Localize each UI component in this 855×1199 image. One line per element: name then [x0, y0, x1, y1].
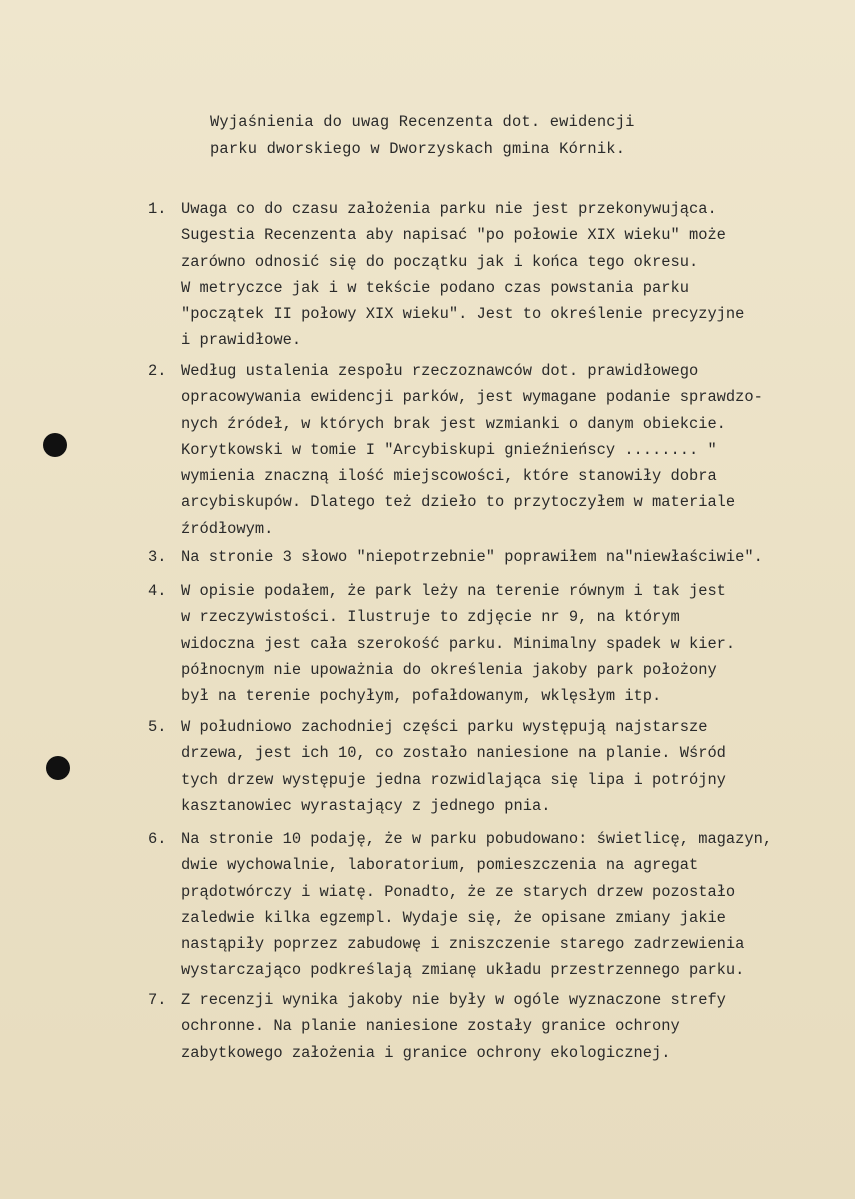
text-line: ochronne. Na planie naniesione zostały granice ochrony — [181, 1017, 680, 1036]
item-text — [181, 714, 726, 819]
text-line: nastąpiły poprzez zabudowę i zniszczenie starego zadrzewienia — [181, 935, 745, 954]
text-line: Na stronie 3 słowo "niepotrzebnie" poprawiłem na"niewłaściwie". — [181, 548, 763, 566]
item-number: 2. — [148, 362, 167, 380]
text-line: nych źródeł, w których brak jest wzmianki o danym obiekcie. — [181, 414, 726, 433]
item-text — [181, 578, 735, 709]
punch-hole-top — [43, 433, 67, 457]
document-title-line-2: parku dworskiego w Dworzyskach gmina Kórnik. — [210, 140, 626, 158]
text-line: "początek II połowy XIX wieku". Jest to określenie precyzyjne — [181, 305, 745, 324]
text-line: w rzeczywistości. Ilustruje to zdjęcie nr 9, na którym — [181, 608, 680, 627]
text-line: i prawidłowe. — [181, 331, 302, 350]
item-text — [181, 358, 763, 542]
item-number: 5. — [148, 718, 167, 736]
text-line: prądotwórczy i wiatę. Ponadto, że ze starych drzew pozostało — [181, 882, 736, 901]
item-number: 3. — [148, 548, 167, 566]
text-line: dwie wychowalnie, laboratorium, pomieszczenia na agregat — [181, 856, 699, 875]
text-line: W metryczce jak i w tekście podano czas powstania parku — [181, 278, 689, 297]
text-line: zabytkowego założenia i granice ochrony ekologicznej. — [181, 1043, 671, 1062]
text-line: Na stronie 10 podaję, że w parku pobudowano: świetlicę, magazyn, — [181, 830, 773, 848]
text-line: W opisie podałem, że park leży na terenie równym i tak jest — [181, 582, 726, 600]
text-line: Według ustalenia zespołu rzeczoznawców dot. prawidłowego — [181, 362, 699, 380]
item-number: 6. — [148, 830, 167, 848]
text-line: północnym nie upoważnia do określenia jakoby park położony — [181, 660, 717, 679]
text-line: drzewa, jest ich 10, co zostało naniesione na planie. Wśród — [181, 744, 726, 763]
text-line: opracowywania ewidencji parków, jest wymagane podanie sprawdzo- — [181, 388, 763, 407]
text-line: wymienia znaczną ilość miejscowości, które stanowiły dobra — [181, 467, 717, 486]
text-line: tych drzew występuje jedna rozwidlająca się lipa i potrójny — [181, 770, 726, 789]
item-text — [181, 544, 763, 570]
text-line: kasztanowiec wyrastający z jednego pnia. — [181, 796, 551, 815]
item-number: 4. — [148, 582, 167, 600]
item-number: 1. — [148, 200, 167, 218]
document-title-line-1: Wyjaśnienia do uwag Recenzenta dot. ewidencji — [210, 113, 635, 131]
text-line: wystarczająco podkreślają zmianę układu przestrzennego parku. — [181, 961, 745, 980]
text-line: był na terenie pochyłym, pofałdowanym, wklęsłym itp. — [181, 687, 662, 706]
item-text — [181, 987, 726, 1066]
text-line: widoczna jest cała szerokość parku. Minimalny spadek w kier. — [181, 634, 736, 653]
text-line: arcybiskupów. Dlatego też dzieło to przytoczyłem w materiale — [181, 493, 736, 512]
item-text — [181, 826, 772, 984]
text-line: zarówno odnosić się do początku jak i końca tego okresu. — [181, 252, 699, 271]
text-line: zaledwie kilka egzempl. Wydaje się, że opisane zmiany jakie — [181, 908, 726, 927]
item-number: 7. — [148, 991, 167, 1009]
text-line: źródłowym. — [181, 519, 274, 538]
punch-hole-bottom — [46, 756, 70, 780]
text-line: Korytkowski w tomie I "Arcybiskupi gnieźnieńscy ........ " — [181, 440, 717, 459]
text-line: Sugestia Recenzenta aby napisać "po połowie XIX wieku" może — [181, 226, 726, 245]
item-text — [181, 196, 744, 354]
text-line: Z recenzji wynika jakoby nie były w ogóle wyznaczone strefy — [181, 991, 726, 1009]
text-line: Uwaga co do czasu założenia parku nie jest przekonywująca. — [181, 200, 717, 218]
text-line: W południowo zachodniej części parku występują najstarsze — [181, 718, 708, 736]
